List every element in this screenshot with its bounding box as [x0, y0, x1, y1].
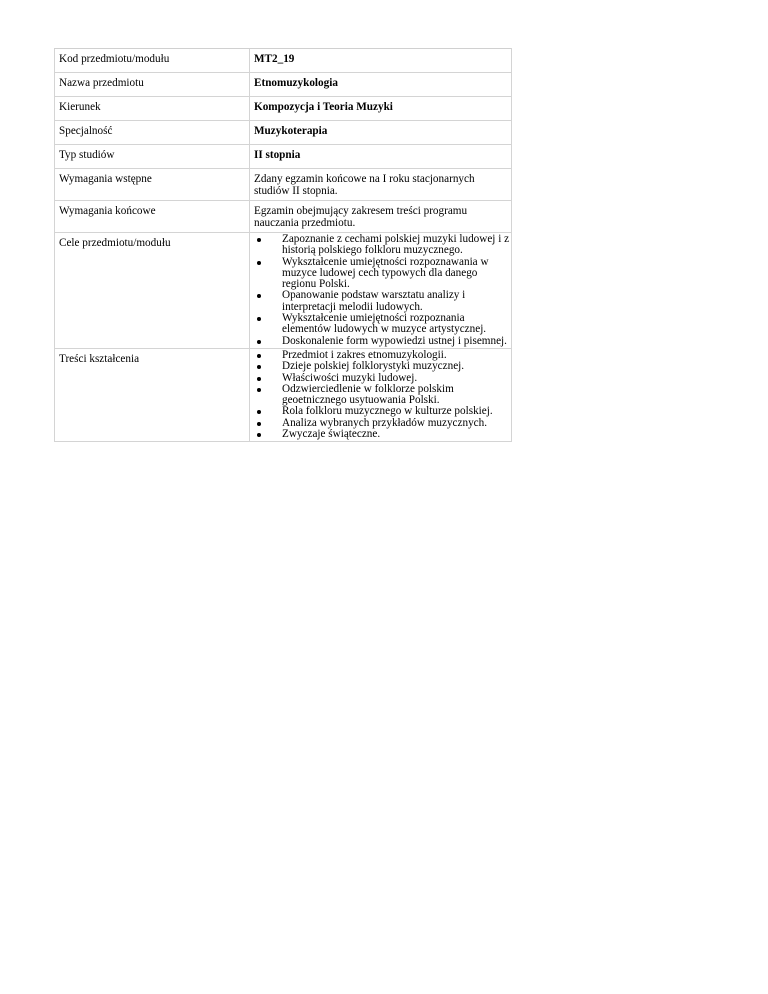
list-item: Odzwierciedlenie w folklorze polskim geoetnicznego usytuowania Polski. — [254, 384, 511, 407]
course-code: MT2_19 — [250, 49, 512, 73]
final-requirements: Egzamin obejmujący zakresem treści programu nauczania przedmiotu. — [250, 201, 512, 233]
list-item: Zapoznanie z cechami polskiej muzyki ludowej i z historią polskiego folkloru muzycznego. — [254, 234, 511, 257]
course-goals — [250, 233, 512, 349]
list-item: Przedmiot i zakres etnomuzykologii. — [254, 350, 511, 361]
row-label: Kierunek — [55, 97, 250, 121]
table-row — [55, 348, 512, 441]
course-content — [250, 348, 512, 441]
list-item: Dzieje polskiej folklorystyki muzycznej. — [254, 361, 511, 372]
table-row — [55, 169, 512, 201]
row-label: Wymagania wstępne — [55, 169, 250, 201]
row-label: Nazwa przedmiotu — [55, 73, 250, 97]
row-label: Cele przedmiotu/modułu — [55, 233, 250, 349]
row-label: Specjalność — [55, 121, 250, 145]
table-row — [55, 49, 512, 73]
field-of-study: Kompozycja i Teoria Muzyki — [250, 97, 512, 121]
list-item: Wykształcenie umiejętności rozpoznawania w muzyce ludowej cech typowych dla danego regionu Polski. — [254, 257, 511, 291]
study-type: II stopnia — [250, 145, 512, 169]
content-list — [254, 350, 511, 440]
list-item: Zwyczaje świąteczne. — [254, 429, 511, 440]
goals-list — [254, 234, 511, 347]
row-label: Wymagania końcowe — [55, 201, 250, 233]
list-item: Doskonalenie form wypowiedzi ustnej i pisemnej. — [254, 336, 511, 347]
row-label: Typ studiów — [55, 145, 250, 169]
course-info-table — [54, 48, 512, 442]
course-name: Etnomuzykologia — [250, 73, 512, 97]
table-row — [55, 97, 512, 121]
row-label: Treści kształcenia — [55, 348, 250, 441]
list-item: Rola folkloru muzycznego w kulturze polskiej. — [254, 406, 511, 417]
table-row — [55, 201, 512, 233]
specialization: Muzykoterapia — [250, 121, 512, 145]
table-row — [55, 73, 512, 97]
list-item: Analiza wybranych przykładów muzycznych. — [254, 418, 511, 429]
prerequisites: Zdany egzamin końcowe na I roku stacjonarnych studiów II stopnia. — [250, 169, 512, 201]
list-item: Właściwości muzyki ludowej. — [254, 373, 511, 384]
table-row — [55, 145, 512, 169]
row-label: Kod przedmiotu/modułu — [55, 49, 250, 73]
list-item: Opanowanie podstaw warsztatu analizy i interpretacji melodii ludowych. — [254, 290, 511, 313]
table-row — [55, 233, 512, 349]
list-item: Wykształcenie umiejętności rozpoznania elementów ludowych w muzyce artystycznej. — [254, 313, 511, 336]
table-row — [55, 121, 512, 145]
